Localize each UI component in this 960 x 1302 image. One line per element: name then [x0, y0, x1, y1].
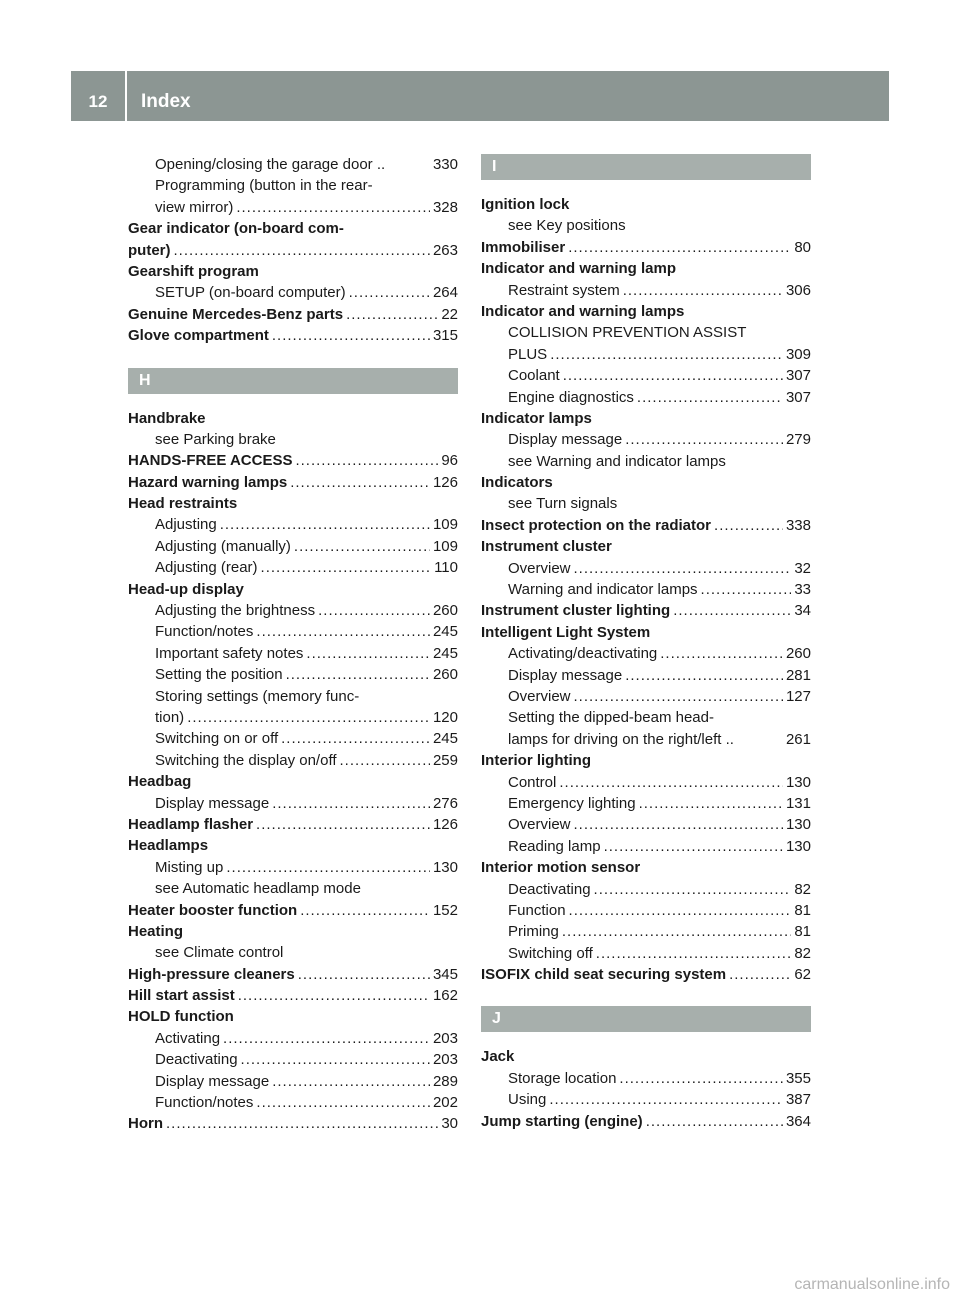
- entry-text: Head-up display: [128, 580, 244, 598]
- dot-leader: [673, 600, 791, 621]
- dot-leader: [549, 1089, 783, 1110]
- entry-text: Instrument cluster: [481, 538, 612, 556]
- header-divider: [125, 71, 127, 121]
- index-subentry: [481, 493, 811, 514]
- page-ref: 30: [441, 1115, 458, 1133]
- dot-leader: [349, 282, 430, 303]
- dot-leader: [174, 240, 430, 261]
- index-entry: [481, 258, 811, 279]
- dot-leader: [646, 1111, 783, 1132]
- dot-leader: [226, 857, 430, 878]
- index-entry: [128, 304, 458, 325]
- index-subentry: [481, 643, 811, 664]
- index-subentry: [481, 814, 811, 835]
- dot-leader: [729, 964, 791, 985]
- page-ref: 309: [785, 345, 811, 363]
- page-ref: 131: [785, 794, 811, 812]
- page-ref: 127: [785, 687, 811, 705]
- index-subentry: [481, 365, 811, 386]
- entry-text: Head restraints: [128, 495, 238, 513]
- dot-leader: [295, 450, 438, 471]
- page-ref: 96: [441, 452, 458, 470]
- page-number: 12: [88, 92, 108, 111]
- page-ref: 130: [785, 837, 811, 855]
- entry-text: Switching on or off: [155, 730, 279, 748]
- dot-leader: [701, 579, 792, 600]
- entry-text: Jack: [481, 1048, 515, 1066]
- entry-text: Warning and indicator lamps: [508, 581, 698, 599]
- index-entry: [481, 408, 811, 429]
- page-ref: 279: [785, 431, 811, 449]
- dot-leader: [550, 344, 783, 365]
- entry-text: Switching off: [508, 944, 593, 962]
- entry-text: PLUS: [508, 345, 548, 363]
- page-ref: 289: [432, 1072, 458, 1090]
- entry-text: SETUP (on-board computer): [155, 284, 346, 302]
- entry-text: Using: [508, 1091, 547, 1109]
- entry-text: see Key positions: [508, 217, 626, 235]
- entry-text: Restraint system: [508, 281, 620, 299]
- index-subentry: [128, 857, 458, 878]
- page-ref: 338: [785, 516, 811, 534]
- entry-text: Intelligent Light System: [481, 623, 651, 641]
- dot-leader: [625, 429, 783, 450]
- index-group-i: [481, 194, 811, 985]
- entry-text: Interior motion sensor: [481, 859, 641, 877]
- index-entry: [128, 964, 458, 985]
- index-subentry: [128, 1071, 458, 1092]
- entry-text: Indicators: [481, 474, 553, 492]
- index-entry: [128, 240, 458, 261]
- index-entry: [481, 622, 811, 643]
- entry-text: Important safety notes: [155, 644, 304, 662]
- page-ref: 264: [432, 284, 458, 302]
- index-group-h: [128, 408, 458, 1135]
- entry-text: Headlamp flasher: [128, 815, 254, 833]
- entry-text: High-pressure cleaners: [128, 965, 295, 983]
- page-ref: 263: [432, 241, 458, 259]
- index-subentry: [481, 387, 811, 408]
- page-ref: 306: [785, 281, 811, 299]
- index-subentry: [481, 280, 811, 301]
- index-entry: [128, 900, 458, 921]
- dot-leader: [574, 686, 783, 707]
- page-ref: 261: [785, 730, 811, 748]
- entry-text: Hazard warning lamps: [128, 473, 288, 491]
- index-column-right: [481, 154, 811, 1132]
- entry-text: Handbrake: [128, 409, 206, 427]
- index-subentry: [481, 836, 811, 857]
- page-ref: 62: [794, 966, 811, 984]
- entry-text: Genuine Mercedes-Benz parts: [128, 305, 344, 323]
- dot-leader: [300, 900, 430, 921]
- entry-text: Insect protection on the radiator: [481, 516, 712, 534]
- entry-text: Display message: [508, 431, 623, 449]
- index-subentry: [481, 322, 811, 343]
- dot-leader: [286, 664, 430, 685]
- page-ref: 307: [785, 367, 811, 385]
- section-header-j: J: [481, 1006, 811, 1032]
- index-entry: [481, 964, 811, 985]
- page-ref: 81: [794, 901, 811, 919]
- index-group-j: [481, 1046, 811, 1132]
- entry-text: Control: [508, 773, 557, 791]
- index-entry: [481, 600, 811, 621]
- dot-leader: [574, 814, 783, 835]
- index-subentry: [128, 621, 458, 642]
- index-entry: [128, 771, 458, 792]
- page-ref: 81: [794, 923, 811, 941]
- entry-text: Interior lighting: [481, 752, 591, 770]
- section-header-h: H: [128, 368, 458, 394]
- dot-leader: [220, 514, 430, 535]
- entry-text: Adjusting the brightness: [155, 602, 316, 620]
- index-entry: [128, 472, 458, 493]
- page-ref: 276: [432, 794, 458, 812]
- index-entry: [481, 536, 811, 557]
- index-entry: [128, 325, 458, 346]
- index-subentry: [481, 429, 811, 450]
- section-header-i: I: [481, 154, 811, 180]
- index-subentry: [128, 175, 458, 196]
- page-ref: 245: [432, 730, 458, 748]
- entry-text: Display message: [155, 794, 270, 812]
- index-entry: [128, 814, 458, 835]
- page-ref: 130: [432, 858, 458, 876]
- entry-text: HOLD function: [128, 1008, 234, 1026]
- page-ref: 260: [432, 666, 458, 684]
- index-entry: [481, 472, 811, 493]
- page-ref: 130: [785, 773, 811, 791]
- dot-leader: [569, 900, 792, 921]
- index-subentry: [481, 900, 811, 921]
- page-ref: 307: [785, 388, 811, 406]
- entry-text: lamps for driving on the right/left ..: [508, 730, 734, 748]
- entry-text: Function/notes: [155, 623, 254, 641]
- index-subentry: [481, 707, 811, 728]
- index-subentry: [128, 197, 458, 218]
- entry-text: Misting up: [155, 858, 224, 876]
- entry-text: Indicator and warning lamp: [481, 260, 677, 278]
- entry-text: Deactivating: [508, 880, 591, 898]
- index-subentry: [481, 451, 811, 472]
- page-ref: 110: [434, 559, 458, 577]
- entry-text: Setting the position: [155, 666, 283, 684]
- entry-text: Heating: [128, 922, 184, 940]
- index-subentry: [128, 793, 458, 814]
- index-subentry: [481, 1068, 811, 1089]
- index-subentry: [481, 558, 811, 579]
- entry-text: Immobiliser: [481, 238, 566, 256]
- dot-leader: [714, 515, 783, 536]
- entry-text: Instrument cluster lighting: [481, 602, 671, 620]
- entry-text: Overview: [508, 559, 571, 577]
- dot-leader: [256, 621, 430, 642]
- dot-leader: [623, 280, 783, 301]
- index-subentry: [481, 921, 811, 942]
- page-ref: 126: [432, 473, 458, 491]
- entry-text: Activating: [155, 1029, 221, 1047]
- page-header: [71, 71, 889, 121]
- watermark: carmanualsonline.info: [794, 1276, 950, 1293]
- index-entry: [481, 1046, 811, 1067]
- entry-text: see Parking brake: [155, 430, 276, 448]
- dot-leader: [256, 814, 430, 835]
- page-ref: 130: [785, 816, 811, 834]
- entry-text: ISOFIX child seat securing system: [481, 966, 727, 984]
- entry-text: Adjusting: [155, 516, 217, 534]
- dot-leader: [625, 665, 783, 686]
- entry-text: Switching the display on/off: [155, 751, 337, 769]
- page-ref: 328: [432, 198, 458, 216]
- page-ref: 355: [785, 1069, 811, 1087]
- index-subentry: [481, 879, 811, 900]
- dot-leader: [660, 643, 783, 664]
- entry-text: Coolant: [508, 367, 560, 385]
- index-entry: [128, 579, 458, 600]
- dot-leader: [340, 750, 430, 771]
- entry-text: Storing settings (memory func-: [155, 687, 360, 705]
- entry-text: Priming: [508, 923, 559, 941]
- index-entry: [128, 450, 458, 471]
- index-subentry: [481, 943, 811, 964]
- dot-leader: [166, 1113, 438, 1134]
- page-ref: 281: [785, 666, 811, 684]
- dot-leader: [261, 557, 432, 578]
- index-entry: [128, 408, 458, 429]
- dot-leader: [272, 1071, 430, 1092]
- dot-leader: [223, 1028, 430, 1049]
- index-subentry: [481, 729, 811, 750]
- dot-leader: [619, 1068, 783, 1089]
- index-subentry: [128, 942, 458, 963]
- page-ref: 203: [432, 1029, 458, 1047]
- dot-leader: [604, 836, 783, 857]
- index-subentry: [128, 664, 458, 685]
- entry-text: see Warning and indicator lamps: [508, 452, 726, 470]
- dot-leader: [306, 643, 430, 664]
- entry-text: Adjusting (rear): [155, 559, 258, 577]
- dot-leader: [596, 943, 792, 964]
- entry-text: Glove compartment: [128, 327, 269, 345]
- entry-text: Deactivating: [155, 1051, 238, 1069]
- entry-text: see Automatic headlamp mode: [155, 880, 361, 898]
- page-ref: 33: [794, 581, 811, 599]
- index-subentry: [481, 793, 811, 814]
- index-subentry: [128, 878, 458, 899]
- dot-leader: [294, 536, 430, 557]
- index-subentry: [128, 600, 458, 621]
- entry-text: Setting the dipped-beam head-: [508, 709, 714, 727]
- dot-leader: [272, 793, 430, 814]
- entry-text: Activating/deactivating: [508, 645, 658, 663]
- index-subentry: [128, 728, 458, 749]
- page-ref: 245: [432, 644, 458, 662]
- page-ref: 126: [432, 815, 458, 833]
- entry-text: Engine diagnostics: [508, 388, 634, 406]
- dot-leader: [272, 325, 430, 346]
- index-subentry: [128, 282, 458, 303]
- entry-text: Overview: [508, 816, 571, 834]
- entry-text: Headbag: [128, 773, 192, 791]
- page-ref: 120: [432, 708, 458, 726]
- entry-text: Programming (button in the rear-: [155, 177, 373, 195]
- index-subentry: [128, 1028, 458, 1049]
- entry-text: see Climate control: [155, 944, 284, 962]
- index-subentry: [481, 665, 811, 686]
- entry-text: Opening/closing the garage door ..: [155, 156, 386, 173]
- entry-text: Jump starting (engine): [481, 1112, 643, 1130]
- index-entry: [481, 237, 811, 258]
- index-entry: [128, 261, 458, 282]
- index-subentry: [128, 154, 458, 175]
- page-title: Index: [141, 91, 191, 112]
- index-subentry: [481, 686, 811, 707]
- index-entry: [128, 921, 458, 942]
- entry-text: Function: [508, 901, 566, 919]
- entry-text: puter): [128, 241, 171, 259]
- index-subentry: [128, 1092, 458, 1113]
- dot-leader: [290, 472, 430, 493]
- page-ref: 364: [785, 1112, 811, 1130]
- page-ref: 345: [432, 965, 458, 983]
- page-ref: 202: [432, 1094, 458, 1112]
- index-entry: [481, 750, 811, 771]
- dot-leader: [346, 304, 438, 325]
- index-subentry: [481, 1089, 811, 1110]
- index-entry: [481, 1111, 811, 1132]
- dot-leader: [238, 985, 430, 1006]
- dot-leader: [574, 558, 792, 579]
- page-ref: 109: [432, 516, 458, 534]
- index-subentry: [128, 514, 458, 535]
- index-subentry: [481, 579, 811, 600]
- index-entry: [128, 1113, 458, 1134]
- dot-leader: [568, 237, 791, 258]
- index-subentry: [128, 686, 458, 707]
- index-subentry: [128, 536, 458, 557]
- entry-text: Horn: [128, 1115, 163, 1133]
- dot-leader: [298, 964, 430, 985]
- index-entry: [481, 857, 811, 878]
- entry-text: HANDS-FREE ACCESS: [128, 452, 293, 470]
- dot-leader: [639, 793, 783, 814]
- dot-leader: [563, 365, 783, 386]
- entry-text: Indicator lamps: [481, 409, 592, 427]
- entry-text: COLLISION PREVENTION ASSIST: [508, 324, 747, 342]
- page-ref: 245: [432, 623, 458, 641]
- page-ref: 330: [432, 156, 458, 173]
- page-ref: 80: [794, 238, 811, 256]
- dot-leader: [594, 879, 792, 900]
- entry-text: Adjusting (manually): [155, 537, 291, 555]
- page-ref: 387: [785, 1091, 811, 1109]
- index-entry: [481, 515, 811, 536]
- page-ref: 34: [794, 602, 811, 620]
- index-column-left: [128, 154, 458, 1135]
- index-entry: [481, 194, 811, 215]
- entry-text: Ignition lock: [481, 196, 570, 213]
- page-ref: 162: [432, 987, 458, 1005]
- dot-leader: [637, 387, 783, 408]
- page-ref: 259: [432, 751, 458, 769]
- entry-text: Indicator and warning lamps: [481, 302, 685, 320]
- dot-leader: [256, 1092, 430, 1113]
- index-subentry: [481, 344, 811, 365]
- entry-text: Heater booster function: [128, 901, 298, 919]
- page-ref: 109: [432, 537, 458, 555]
- index-entry: [128, 985, 458, 1006]
- dot-leader: [236, 197, 430, 218]
- index-entry: [128, 1006, 458, 1027]
- index-subentry: [128, 1049, 458, 1070]
- index-subentry: [128, 557, 458, 578]
- page-ref: 203: [432, 1051, 458, 1069]
- entry-text: Function/notes: [155, 1094, 254, 1112]
- index-subentry: [481, 772, 811, 793]
- entry-text: Gear indicator (on-board com-: [128, 220, 344, 238]
- entry-text: tion): [155, 708, 185, 726]
- page-ref: 315: [432, 327, 458, 345]
- dot-leader: [187, 707, 430, 728]
- index-subentry: [128, 643, 458, 664]
- entry-text: Gearshift program: [128, 262, 259, 280]
- entry-text: see Turn signals: [508, 495, 618, 513]
- dot-leader: [559, 772, 783, 793]
- entry-text: view mirror): [155, 198, 234, 216]
- page-ref: 152: [432, 901, 458, 919]
- entry-text: Display message: [155, 1072, 270, 1090]
- entry-text: Headlamps: [128, 837, 209, 855]
- page-ref: 22: [441, 305, 458, 323]
- entry-text: Emergency lighting: [508, 794, 636, 812]
- index-entry: [128, 493, 458, 514]
- page-ref: 32: [794, 559, 811, 577]
- index-group-g-continued: [128, 154, 458, 347]
- index-entry: [481, 301, 811, 322]
- index-subentry: [128, 429, 458, 450]
- dot-leader: [318, 600, 430, 621]
- index-entry: [128, 218, 458, 239]
- index-entry: [128, 835, 458, 856]
- page-ref: 260: [785, 645, 811, 663]
- page-ref: 82: [794, 944, 811, 962]
- index-subentry: [481, 215, 811, 236]
- index-subentry: [128, 750, 458, 771]
- dot-leader: [562, 921, 791, 942]
- entry-text: Display message: [508, 666, 623, 684]
- page-ref: 260: [432, 602, 458, 620]
- entry-text: Reading lamp: [508, 837, 601, 855]
- index-subentry: [128, 707, 458, 728]
- page-ref: 82: [794, 880, 811, 898]
- entry-text: Overview: [508, 687, 571, 705]
- dot-leader: [281, 728, 430, 749]
- dot-leader: [241, 1049, 430, 1070]
- entry-text: Storage location: [508, 1069, 617, 1087]
- entry-text: Hill start assist: [128, 987, 235, 1005]
